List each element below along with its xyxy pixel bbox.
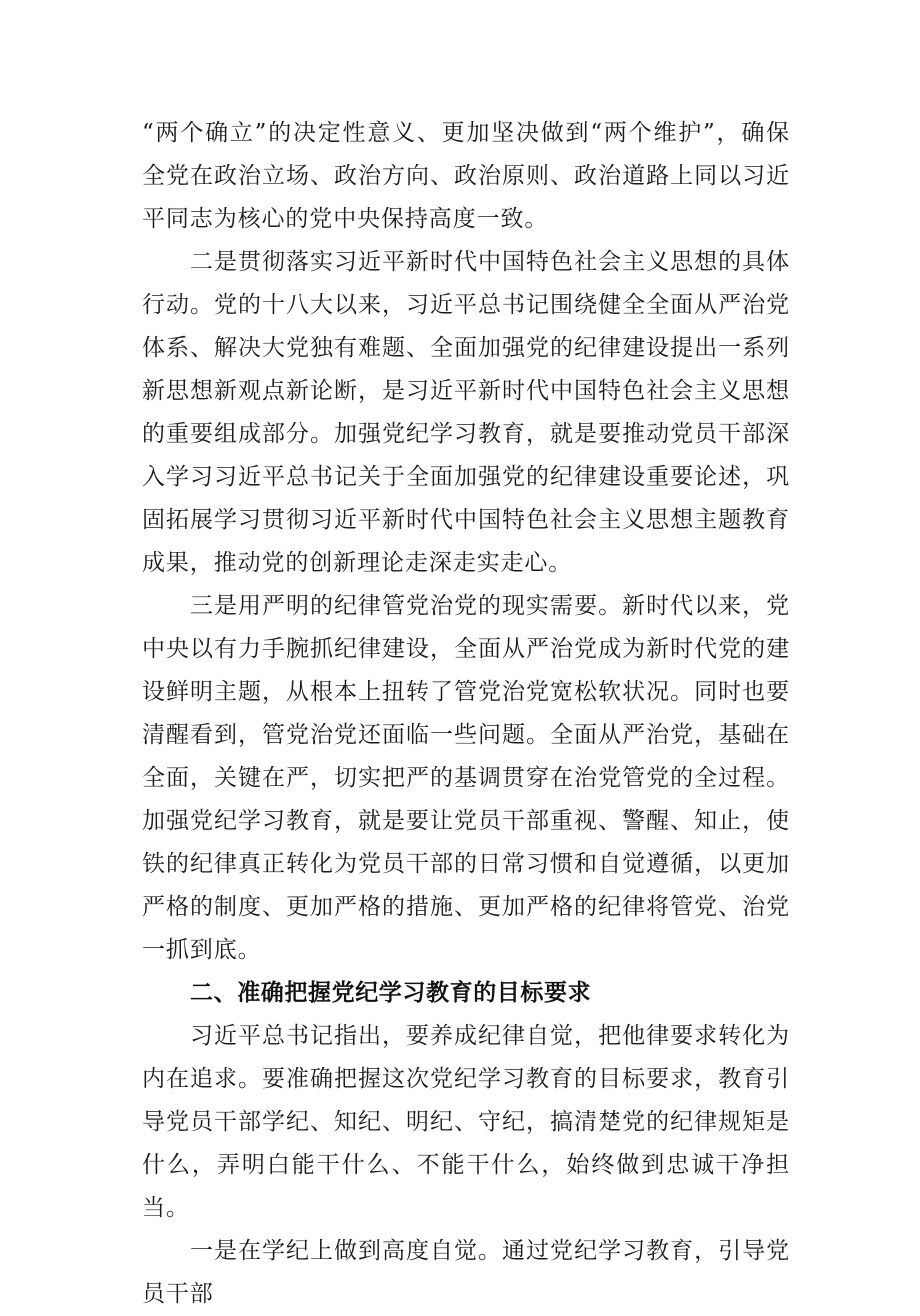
paragraph-third-point: 三是用严明的纪律管党治党的现实需要。新时代以来，党中央以有力手腕抓纪律建设，全面从严治党成为新时代党的建设鲜明主题，从根本上扭转了管党治党宽松软状况。同时也要清醒看到，管党治党还面临一些问题。全面从严治党，基础在全面，关键在严，切实把严的基调贯穿在治党管党的全过程。加强党纪学习教育，就是要让党员干部重视、警醒、知止，使铁的纪律真正转化为党员干部的日常习惯和自觉遵循，以更加严格的制度、更加严格的措施、更加严格的纪律将管党、治党一抓到底。 (142, 593, 790, 963)
paragraph-first-point: 一是在学纪上做到高度自觉。通过党纪学习教育，引导党员干部 (142, 1238, 790, 1307)
paragraph-second-point: 二是贯彻落实习近平新时代中国特色社会主义思想的具体行动。党的十八大以来，习近平总书记围绕健全全面从严治党体系、解决大党独有难题、全面加强党的纪律建设提出一系列新思想新观点新论断，是习近平新时代中国特色社会主义思想的重要组成部分。加强党纪学习教育，就是要推动党员干部深入学习习近平总书记关于全面加强党的纪律建设重要论述，巩固拓展学习贯彻习近平新时代中国特色社会主义思想主题教育成果，推动党的创新理论走深走实走心。 (142, 249, 790, 576)
document-body (142, 112, 790, 1316)
paragraph-section-intro: 习近平总书记指出，要养成纪律自觉，把他律要求转化为内在追求。要准确把握这次党纪学习教育的目标要求，教育引导党员干部学纪、知纪、明纪、守纪，搞清楚党的纪律规矩是什么，弄明白能干什么、不能干什么，始终做到忠诚干净担当。 (142, 1023, 790, 1221)
section-heading: 二、准确把握党纪学习教育的目标要求 (190, 980, 592, 1006)
paragraph-continuation: “两个确立”的决定性意义、更加坚决做到“两个维护”，确保全党在政治立场、政治方向、政治原则、政治道路上同以习近平同志为核心的党中央保持高度一致。 (142, 120, 790, 232)
